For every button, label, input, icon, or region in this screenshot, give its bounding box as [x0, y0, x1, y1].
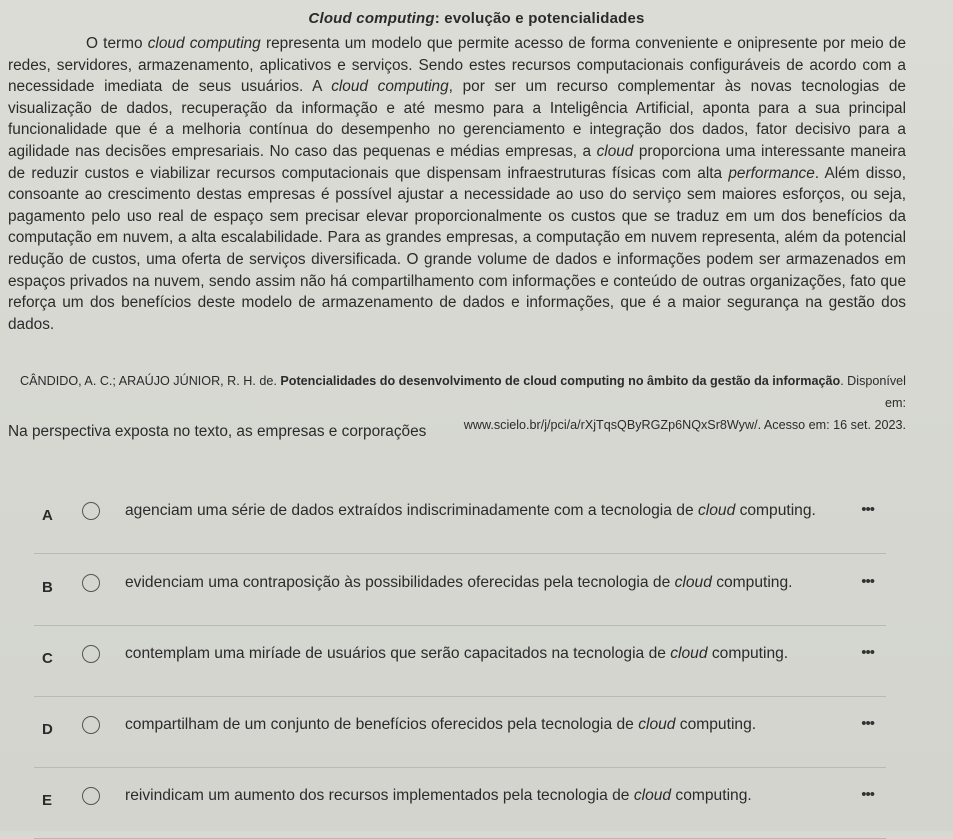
- radio-circle-icon[interactable]: [82, 716, 100, 734]
- passage-italic-term: performance: [728, 164, 815, 182]
- option-d[interactable]: [34, 697, 886, 768]
- passage-italic-term: cloud: [596, 142, 634, 160]
- more-dots-icon[interactable]: •••: [861, 573, 874, 590]
- passage-text: proporciona uma interessante maneira de reduzir custos e viabilizar recursos computacionais que dispensam infraestruturas físicas com alta: [8, 142, 906, 182]
- title-rest: : evolução e potencialidades: [434, 10, 645, 27]
- option-text: [125, 787, 752, 805]
- option-text-end: computing.: [711, 574, 793, 591]
- citation-url: www.scielo.br/j/pci/a/rXjTqsQByRGZp6NQxSr8Wyw/: [463, 418, 758, 432]
- radio-circle-icon[interactable]: [82, 787, 100, 805]
- citation-authors: CÂNDIDO, A. C.; ARAÚJO JÚNIOR, R. H. de.: [20, 374, 281, 388]
- option-text-italic: cloud: [633, 787, 672, 804]
- radio-circle-icon[interactable]: [82, 645, 100, 663]
- passage-italic-term: cloud computing: [331, 78, 449, 96]
- passage-text: representa um modelo que permite acesso de forma conveniente e onipresente por meio de redes, servidores, armazenamento, aplicativos e serviços. Sendo estes recursos computacionais configuráveis de acordo com a necessidade imediata de seus usuários. A: [8, 35, 907, 96]
- option-letter: B: [42, 579, 53, 596]
- option-text-main: evidenciam uma contraposição às possibilidades oferecidas pela tecnologia de: [125, 574, 675, 591]
- option-letter: E: [42, 792, 53, 809]
- text-title: [0, 10, 953, 27]
- citation-available: . Disponível em:: [840, 374, 906, 410]
- option-letter: A: [42, 507, 53, 524]
- option-letter: D: [42, 721, 53, 738]
- option-text-italic: cloud: [697, 502, 736, 519]
- more-dots-icon[interactable]: •••: [861, 644, 874, 661]
- option-text-end: computing.: [735, 502, 816, 519]
- option-text: [125, 502, 816, 520]
- passage-text: . Além disso, consoante ao crescimento destas empresas é possível ajustar a necessidade ao uso do serviço sem maiores esforços, ou seja, pagamento pelo uso real de espaço sem precisar elevar proporcionalmente os custos que se traduz em um dos benefícios da computação em nuvem, a alta escalabilidade. Para as grandes empresas, a computação em nuvem representa, além da potencial redução de custos, uma oferta de serviços diversificada. O grande volume de dados e informações podem ser armazenados em espaços privados na nuvem, sendo assim não há compartilhamento com informações e conteúdo de outras organizações, fato que reforça um dos benefícios deste modelo de armazenamento de dados e informações, que é a maior segurança na gestão dos dados.: [8, 164, 906, 333]
- option-text-main: contemplam uma miríade de usuários que serão capacitados na tecnologia de: [125, 645, 671, 662]
- radio-circle-icon[interactable]: [82, 502, 100, 520]
- option-text-italic: cloud: [638, 716, 676, 733]
- passage-paragraph: [8, 33, 906, 335]
- option-a[interactable]: [34, 483, 886, 554]
- option-text-italic: cloud: [670, 645, 708, 662]
- question-stem: Na perspectiva exposta no texto, as empresas e corporações: [8, 423, 427, 440]
- citation-work: Potencialidades do desenvolvimento de cloud computing no âmbito da gestão da informação: [280, 374, 841, 388]
- citation-accessed: . Acesso em: 16 set. 2023.: [757, 418, 906, 432]
- passage-text: O termo: [86, 35, 148, 52]
- radio-circle-icon[interactable]: [82, 574, 100, 592]
- option-text-main: compartilham de um conjunto de benefícios oferecidos pela tecnologia de: [125, 716, 639, 733]
- passage-italic-term: cloud computing: [147, 35, 261, 52]
- option-text-italic: cloud: [674, 574, 712, 591]
- option-text-end: computing.: [671, 787, 752, 804]
- option-e[interactable]: [34, 768, 886, 839]
- more-dots-icon[interactable]: •••: [861, 786, 874, 803]
- option-text-main: agenciam uma série de dados extraídos indiscriminadamente com a tecnologia de: [125, 502, 698, 519]
- more-dots-icon[interactable]: •••: [861, 501, 874, 518]
- option-b[interactable]: [34, 555, 886, 626]
- option-text: [125, 716, 756, 734]
- more-dots-icon[interactable]: •••: [861, 715, 874, 732]
- option-text-main: reivindicam um aumento dos recursos implementados pela tecnologia de: [125, 787, 634, 804]
- passage-text: , por ser um recurso complementar às novas tecnologias de visualização de dados, recuperação da informação e até mesmo para a Inteligência Artificial, aponta para a sua principal funcionalidade que é a melhoria contínua do desempenho no gerenciamento e integração dos dados, fator decisivo para a agilidade nas decisões empresariais. No caso das pequenas e médias empresas, a: [8, 78, 906, 160]
- option-text-end: computing.: [707, 645, 789, 662]
- option-c[interactable]: [34, 626, 886, 697]
- option-text: [125, 645, 788, 663]
- passage: [8, 33, 906, 335]
- option-letter: C: [42, 650, 53, 667]
- title-italic: Cloud computing: [308, 10, 435, 27]
- option-text: [125, 574, 793, 592]
- option-text-end: computing.: [675, 716, 757, 733]
